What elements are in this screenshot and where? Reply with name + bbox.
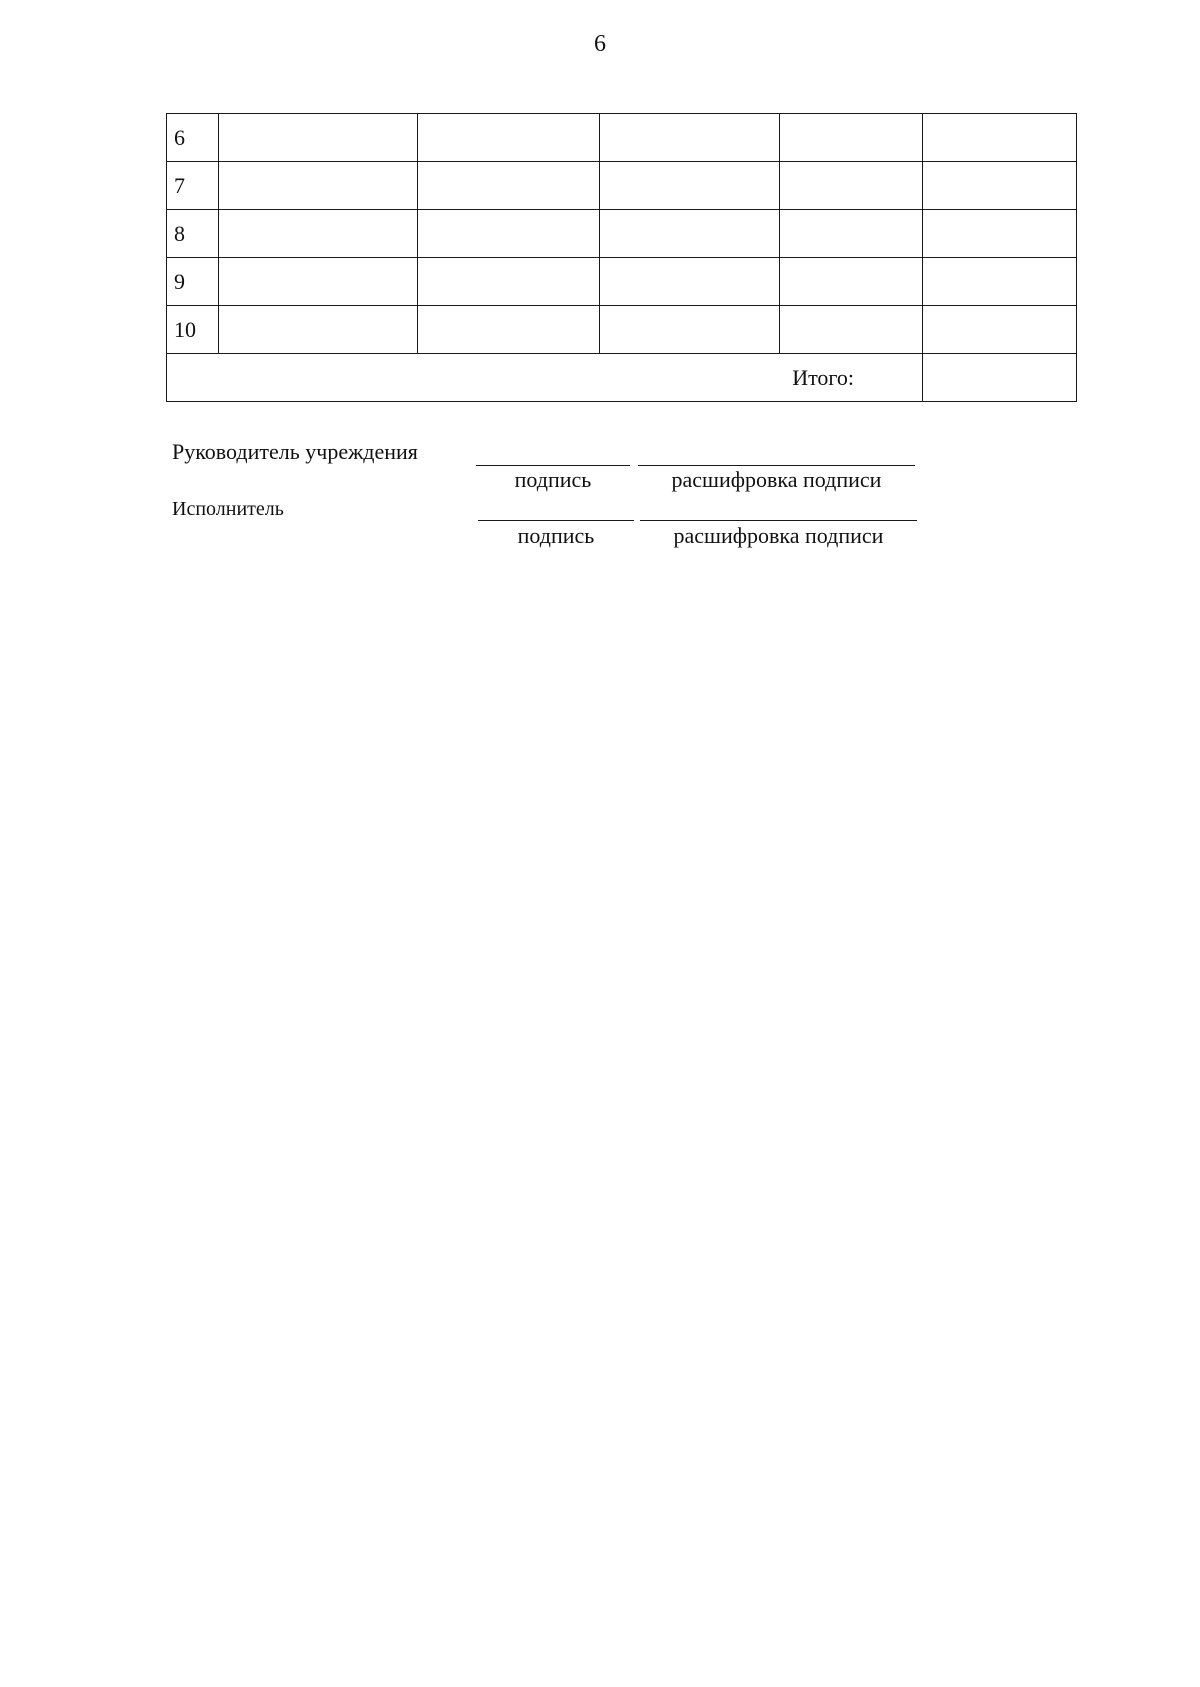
row-number-cell: 6 <box>167 114 219 162</box>
signature-role-head: Руководитель учреждения <box>172 439 418 464</box>
decoding-caption: расшифровка подписи <box>673 523 884 548</box>
page-number: 6 <box>594 31 606 57</box>
signature-caption: подпись <box>514 467 592 492</box>
decoding-line <box>638 465 915 466</box>
decoding-caption: расшифровка подписи <box>671 467 882 492</box>
row-number-cell: 10 <box>167 306 219 354</box>
signature-block <box>0 0 1200 560</box>
signature-caption: подпись <box>517 523 595 548</box>
row-number-cell: 8 <box>167 210 219 258</box>
decoding-line <box>640 520 917 521</box>
row-number-cell: 7 <box>167 162 219 210</box>
signature-line <box>476 465 630 466</box>
total-label: Итого: <box>167 354 923 402</box>
signature-line <box>478 520 634 521</box>
row-number-cell: 9 <box>167 258 219 306</box>
signature-role-executor: Исполнитель <box>172 498 284 520</box>
